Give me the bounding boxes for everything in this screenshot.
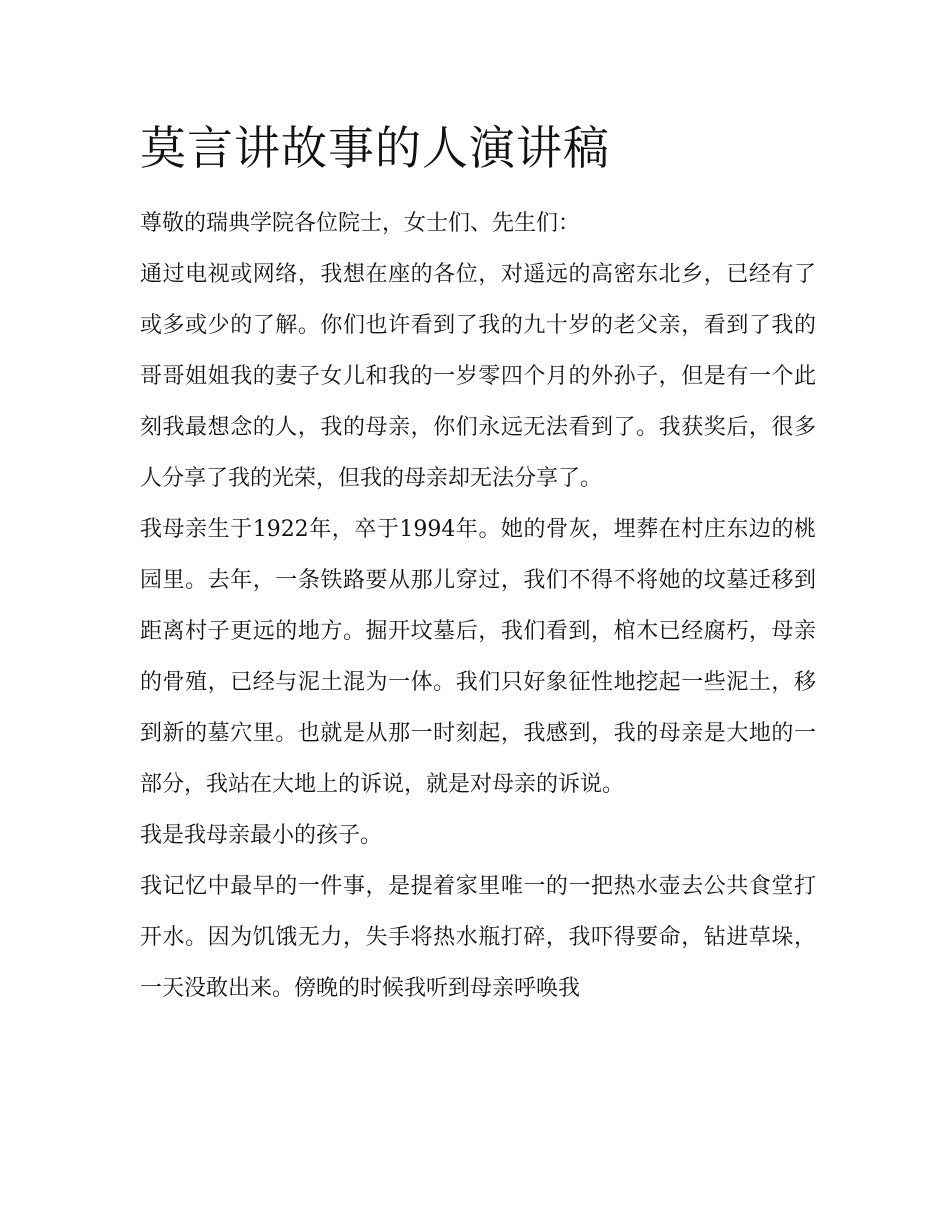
paragraph-3: 我是我母亲最小的孩子。 [140,823,383,848]
paragraph-1: 通过电视或网络，我想在座的各位，对遥远的高密东北乡，已经有了或多或少的了解。你们也许看到了我的九十岁的老父亲，看到了我的哥哥姐姐我的妻子女儿和我的一岁零四个月的外孙子，但是有一个此刻我最想念的人，我的母亲，你们永远无法看到了。我获奖后，很多人分享了我的光荣，但我的母亲却无法分享了。 [140,262,816,491]
paragraph-2: 我母亲生于1922年，卒于1994年。她的骨灰，埋葬在村庄东边的桃园里。去年，一条铁路要从那儿穿过，我们不得不将她的坟墓迁移到距离村子更远的地方。掘开坟墓后，我们看到，棺木已经腐朽，母亲的骨殖，已经与泥土混为一体。我们只好象征性地挖起一些泥土，移到新的墓穴里。也就是从那一时刻起，我感到，我的母亲是大地的一部分，我站在大地上的诉说，就是对母亲的诉说。 [140,517,816,797]
document-body [140,108,816,1014]
paragraph-4: 我记忆中最早的一件事，是提着家里唯一的一把热水壶去公共食堂打开水。因为饥饿无力，失手将热水瓶打碎，我吓得要命，钻进草垛，一天没敢出来。傍晚的时候我听到母亲呼唤我 [140,874,816,1001]
document-title: 莫言讲故事的人演讲稿 [140,121,610,175]
paragraph-greeting: 尊敬的瑞典学院各位院士，女士们、先生们： [140,211,581,236]
